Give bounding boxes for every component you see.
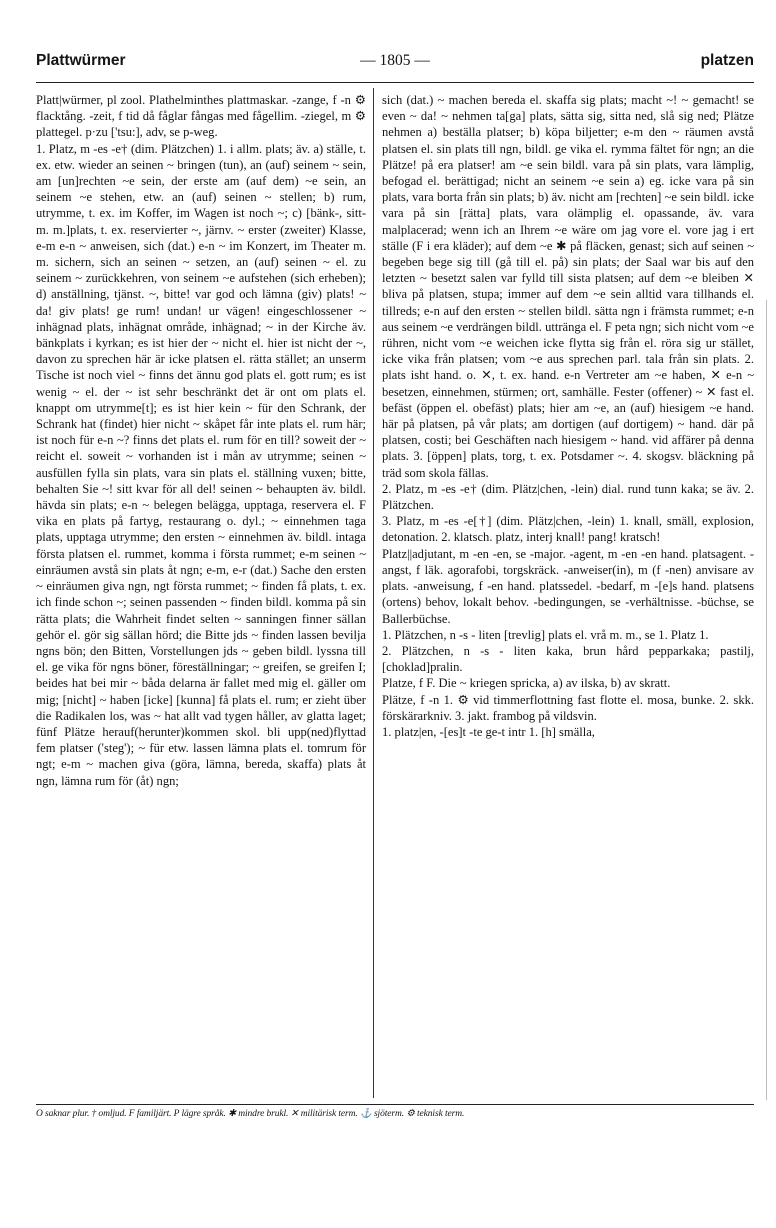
entry-platz-1: 1. Platz, m -es -e† (dim. Plätzchen) 1. i allm. plats; äv. a) ställe, t. ex. etw. wieder an seinen ~ bringen (tun), an (auf) seinem ~ sein, am [un]rechten ~e sein, der erste am (auf dem) ~e sein, an seinem ~e stehen, etw. an (auf) seinen ~ stellen; b) rum, utrymme, t. ex. im Koffer, im Wagen ist noch ~; c) [bänk-, sitt- m. m.]plats, t. ex. reservierter ~, järnv. ~ erster (zweiter) Klasse, e-m e-n ~ anweisen, sich (dat.) e-n ~ im Konzert, im Theater m. m. sichern, sich an seinen ~ setzen, an (auf) seinen ~ el. zu seinem ~ zurückkehren, von seinem ~e aufstehen (sich erheben); d) anställning, tjänst. ~, bitte! var god och lämna (giv) plats! ~ da! giv plats! ge rum! undan! ur vägen! eingeschlossener ~ inhägnad plats, inhägnat område, inhägnad; ~ in der Kirche äv. bänkplats i kyrkan; es ist hier der ~ nicht el. hier ist nicht der ~, davon zu sprechen här är icke platsen el. rätta stället; an unserm Tische ist noch viel ~ finns det ännu god plats el. gott rum; es ist wenig ~ el. der ~ ist sehr beschränkt det är ont om plats el. knappt om utrymme[t]; es ist hier kein ~ für den Schrank, der Schrank hat (findet) hier nicht ~ skåpet får inte plats el. rum här; ist noch für e-n ~? finns det plats el. rum för en till? soweit der ~ reicht el. soweit ~ vorhanden ist i mån av utrymme; seinen ~ ausfüllen fylla sin plats, vara sin plats el. ställning vuxen; bitte, behalten Sie ~! sitt kvar för all del! seinen ~ behaupten äv. bildl. hävda sin plats; e-n ~ belegen belägga, upptaga, reservera el. F vika en plats på fartyg, restaurang o. dyl.; ~ einnehmen taga plats, upptaga utrymme; den ersten ~ einnehmen äv. bildl. intaga första platsen el. rummet, komma i första rummet; e-m seinen ~ einräumen avstå sin plats åt ngn; e-m, e-r (dat.) Sache den ersten ~ einräumen giva ngn, ngt första rummet; ~ finden få plats, t. ex. ich finde schon ~; seinen passenden ~ finden bildl. komma på sin rätta plats; die Wahrheit findet selten ~ sanningen finner sällan gehör el. gör sig sällan hörd; die Bitte jds ~ finden lassen bevilja ngns bön; den Bitten, Vorstellungen jds ~ geben bildl. lyssna till el. ge vika för ngns böner, föreställningar; ~ greifen, se greifen I; beides hat bei mir ~ båda delarna är fallet med mig el. gäller om mig; [nicht] ~ haben [icke] [kunna] få plats el. rum; er zieht über die Radikalen los, was ~ hat allt vad tygen håller, av glatta laget; fünf Plätze herauf(herunter)kommen skol. bli upp(ned)flyttad fem platser ('steg'); ~ für etw. lassen lämna plats el. tomrum för ngt; e-m ~ machen giva (göra, lämna, bereda, skaffa) plats åt ngn, lämna rum för (åt) ngn; xyxy=(36,141,366,788)
entry-plattwurmer: Platt|würmer, pl zool. Plathelminthes plattmaskar. -zange, f -n ⚙ flacktång. -zeit, f tid då fåglar fångas med fågellim. -ziegel, m ⚙ plattegel. p·zu ['tsu:], adv, se p-weg. xyxy=(36,93,366,140)
entry-platzen: 1. platz|en, -[es]t -te ge-t intr 1. [h] smälla, xyxy=(382,724,595,739)
right-column xyxy=(382,92,754,740)
footer-rule xyxy=(36,1104,754,1105)
entry-platzchen-1: 1. Plätzchen, n -s - liten [trevlig] plats el. vrå m. m., se 1. Platz 1. xyxy=(382,627,709,642)
page-edge-shadow xyxy=(766,300,767,1100)
header-rule xyxy=(36,82,754,83)
entry-platze: Platze, f F. Die ~ kriegen spricka, a) av ilska, b) av skratt. xyxy=(382,676,671,691)
entry-platzchen-2: 2. Plätzchen, n -s - liten kaka, brun hård pepparkaka; pastilj, [choklad]pralin. xyxy=(382,643,754,675)
page-number: — 1805 — xyxy=(360,52,430,69)
abbreviation-legend: O saknar plur. † omljud. F familjärt. P lägre språk. ✱ mindre brukl. ✕ militärisk term. ⚓ sjöterm. ⚙ teknisk term. xyxy=(36,1109,465,1119)
entry-platz-1-continued: sich (dat.) ~ machen bereda el. skaffa sig plats; macht ~! ~ gemacht! se even ~ da! ~ nehmen ta[ga] plats, sätta sig, sitta ned, slå sig ned; Plätze nehmen a) beställa platser; b) köpa biljetter; e-m den ~ räumen avstå platsen el. sin plats till ngn, bildl. ge vika el. rymma fältet för ngn; an die Plätze! på era platser! am ~e sein bildl. vara på sin plats, vara lämplig, befogad el. berättigad; nicht an seinem ~e sein a) eg. icke vara på sin plats, vara borta från sin plats; b) äv. nicht am [rechten] ~e sein bildl. icke vara på sin [rätta] plats, vara olämplig el. opassande, äv. vara malplacerad; wenn ich an Ihrem ~e wäre om jag vore el. vore jag i ert ställe (F i era kläder); auf dem ~e ✱ på fläcken, genast; sich auf seinen ~ begeben bege sig till (gå till el. på) sin plats; der Saal war bis auf den letzten ~ besetzt salen var fylld till sista platsen; auf dem ~e bleiben ✕ bliva på platsen, stupa; immer auf dem ~e sein alltid vara tillhands el. tillreds; e-n auf den ersten ~ stellen bildl. sätta ngn i främsta rummet; e-n aus seinem ~e verdrängen bildl. uttränga el. F peta ngn; sich nicht vom ~e rühren, nicht vom ~e weichen icke flytta sig från el. röra sig ur stället, icke vika från platsen; vom ~e aus sprechen parl. tala från sin plats. 2. plats isht hand. o. ✕, t. ex. hand. e-n Vertreter am ~e haben, ✕ e-n ~ besetzen, einnehmen, stürmen; ort, samhälle. Fester (offener) ~ ✕ fast el. befäst (öppen el. obefäst) plats; hier am ~e, an (auf) hiesigem ~e hand. här på platsen, på vår plats; am dortigen (auf dortigem) ~ hand. där på platsen, costi; bei Geschäften nach hiesigem ~ hand. vid affärer på denna plats. 3. [öppen] plats, torg, t. ex. Potsdamer ~. 4. skogsv. bläckning på träd som skola fällas. xyxy=(382,93,754,480)
entry-platz-compounds: Platz||adjutant, m -en -en, se -major. -agent, m -en -en hand. platsagent. -angst, f läk. agorafobi, torgskräck. -anweiser(in), m (f -nen) anvisare av plats. -anweisung, f -en hand. platssedel. -bedarf, m -[e]s hand. platsens (ortens) behov, lokalt behov. -bedingungen, se -verhältnisse. -büchse, se Ballerbüchse. xyxy=(382,546,754,626)
entry-platz-2: 2. Platz, m -es -e† (dim. Plätz|chen, -lein) dial. rund tunn kaka; se äv. 2. Plätzchen. xyxy=(382,481,754,513)
entry-platze-2: Plätze, f -n 1. ⚙ vid timmerflottning fast flotte el. mosa, bunke. 2. skk. förskärarkniv. 3. jakt. frambog på vildsvin. xyxy=(382,692,754,723)
header-last-entry: platzen xyxy=(700,52,754,69)
left-column xyxy=(36,92,366,789)
page-header xyxy=(36,52,754,78)
header-first-entry: Plattwürmer xyxy=(36,52,126,69)
entry-platz-3: 3. Platz, m -es -e[†] (dim. Plätz|chen, -lein) 1. knall, smäll, explosion, detonation. 2. klatsch. platz, interj knall! pang! kratsch! xyxy=(382,514,754,545)
column-divider xyxy=(373,88,374,1098)
